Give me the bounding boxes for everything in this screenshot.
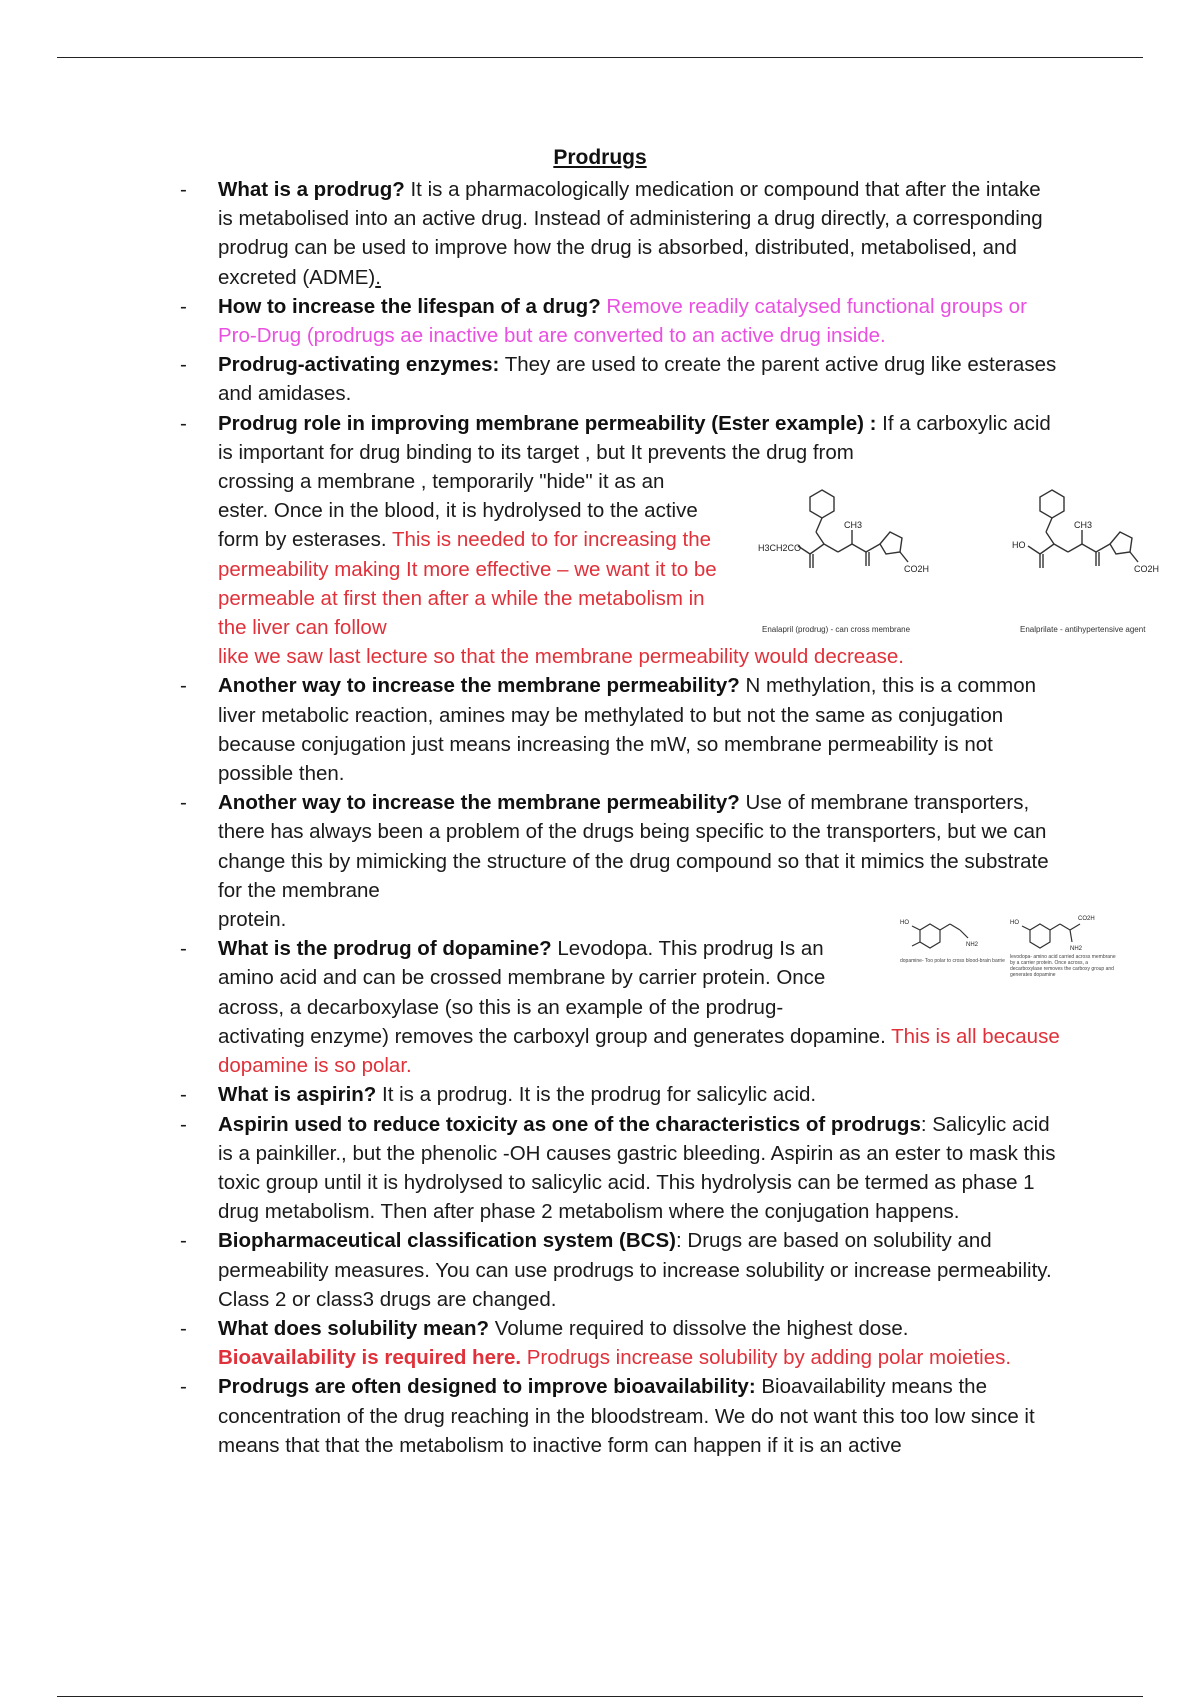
answer: : Salicylic acid is a painkiller., but the phenolic -OH causes gastric bleeding. Aspirin as an ester to mask this toxic group until it is hydrolysed to salicylic acid. This hydrolysis can be termed as phase 1 drug metabolism. Then after phase 2 metabolism where the conjugation happens. [218,1112,1056,1224]
red-note-block [218,1343,1060,1372]
list-item [180,350,1060,408]
answer: Volume required to dissolve the highest dose. [489,1316,909,1340]
question: What is a prodrug? [218,178,405,201]
methyl-label: CH3 [1074,520,1093,530]
answer-tail: . [375,265,381,289]
caption: Enalprilate - antihypertensive agent [1020,625,1146,634]
question: Another way to increase the membrane permeability? [218,791,740,815]
list-item [180,671,1060,788]
answer: Use of membrane transporters, there has always been a problem of the drugs being specific to the transporters, but we can change this by mimicking the structure of the drug compound so that it mimics the substrate for the membrane [218,791,1049,902]
question: What is the prodrug of dopamine? [218,937,552,961]
list-item [180,292,1060,350]
question: What does solubility mean? [218,1316,490,1340]
list-item [180,1372,1060,1460]
bullet-dash: - [180,937,187,961]
amine-label: NH2 [966,942,979,948]
answer: crossing a membrane , temporarily "hide" it as an ester. Once in the blood, it is hydrolysed to the active form by esterases. [218,470,698,552]
question: Prodrug-activating enzymes: [218,353,500,377]
answer: If a carboxylic acid is important for drug binding to its target , but It prevents the drug from [218,411,1051,464]
enalapril-figure [758,486,1200,646]
answer: N methylation, this is a common liver metabolic reaction, amines may be methylated to but not the same as conjugation because conjugation just means increasing the mW, so membrane permeability is not possible then. [218,674,1037,786]
question: Aspirin used to reduce toxicity as one of the characteristics of prodrugs [218,1112,921,1136]
caption: Enalapril (prodrug) - can cross membrane [762,625,911,634]
question: How to increase the lifespan of a drug? [218,294,601,318]
hydroxyl-label: HO [1010,920,1019,926]
question: Biopharmaceutical classification system (BCS) [218,1229,676,1253]
answer: They are used to create the parent active drug like esterases and amidases. [218,353,1057,406]
answer: activating enzyme) removes the carboxyl group and generates dopamine. [218,1024,886,1048]
answer: It is a pharmacologically medication or compound that after the intake is metabolised into an active drug. Instead of administering a drug directly, a corresponding prodrug can be used to improve how the drug is absorbed, distributed, metabolised, and excreted (ADME) [218,178,1043,289]
list-item [180,1110,1060,1227]
question: Prodrug role in improving membrane permeability (Ester example) : [218,411,877,435]
answer: Levodopa. This prodrug Is an amino acid and can be crossed membrane by carrier protein. Once across, a decarboxylase (so this is an example of the prodrug- [218,937,826,1019]
question: Another way to increase the membrane permeability? [218,674,740,698]
bullet-dash: - [180,411,187,435]
bullet-dash: - [180,1316,187,1340]
bullet-dash: - [180,791,187,815]
question: What is aspirin? [218,1083,377,1107]
answer: Bioavailability means the concentration of the drug reaching in the bloodstream. We do not want this too low since it means that that the metabolism to inactive form can happen if it is an active [218,1375,1035,1457]
caption: levodopa- amino acid carried across membrane by a carrier protein. Once across, a decarboxylase removes the carboxy group and generates dopamine [1010,954,1116,978]
answer: protein. [218,908,287,932]
red-note: This is needed to for increasing the permeability making It more effective – we want it to be permeable at first then after a while the metabolism in the liver can follow [218,528,717,640]
ethyl-ester-label: H3CH2CO [758,543,802,553]
carboxyl-label: CO2H [904,564,930,574]
amine-label: NH2 [1070,946,1083,952]
bullet-dash: - [180,353,187,377]
answer: It is a prodrug. It is the prodrug for salicylic acid. [376,1083,817,1107]
question: Prodrugs are often designed to improve bioavailability: [218,1375,756,1399]
highlight-answer: Remove readily catalysed functional groups or Pro-Drug (prodrugs ae inactive but are converted to an active drug inside. [218,294,1027,348]
list-item [180,175,1060,292]
bullet-dash: - [180,294,187,318]
bullet-dash: - [180,1229,187,1253]
answer-wrapped-block [218,467,718,642]
carboxyl-label: CO2H [1078,916,1095,922]
header-rule [57,57,1143,58]
answer: : Drugs are based on solubility and permeability measures. You can use prodrugs to increase solubility or increase permeability. Class 2 or class3 drugs are changed. [218,1229,1052,1311]
bullet-dash: - [180,1375,187,1399]
footer-rule [57,1696,1143,1697]
red-bold-note: Bioavailability is required here. [218,1346,522,1370]
caption: dopamine- Too polar to cross blood-brain barrie [900,958,1005,964]
red-note: like we saw last lecture so that the membrane permeability would decrease. [218,645,904,669]
list-item [180,1226,1060,1314]
bullet-dash: - [180,674,187,698]
bullet-dash: - [180,178,187,201]
answer-wrapped-block [218,934,858,1022]
page-title: Prodrugs [553,146,647,169]
methyl-label: CH3 [844,520,863,530]
bullet-dash: - [180,1112,187,1136]
caption-box [1010,954,1120,1014]
list-item [180,1080,1060,1109]
carboxyl-label: CO2H [1134,564,1160,574]
list-item [180,1314,1060,1372]
hydroxyl-label: HO [900,920,909,926]
bullet-dash: - [180,1083,187,1107]
bullet-list [180,175,1060,1460]
dopamine-figure [900,910,1160,1020]
red-note: Prodrugs increase solubility by adding polar moieties. [521,1346,1012,1370]
hydroxyl-label: HO [1012,540,1026,550]
red-note: This is all because dopamine is so polar. [218,1024,1060,1078]
